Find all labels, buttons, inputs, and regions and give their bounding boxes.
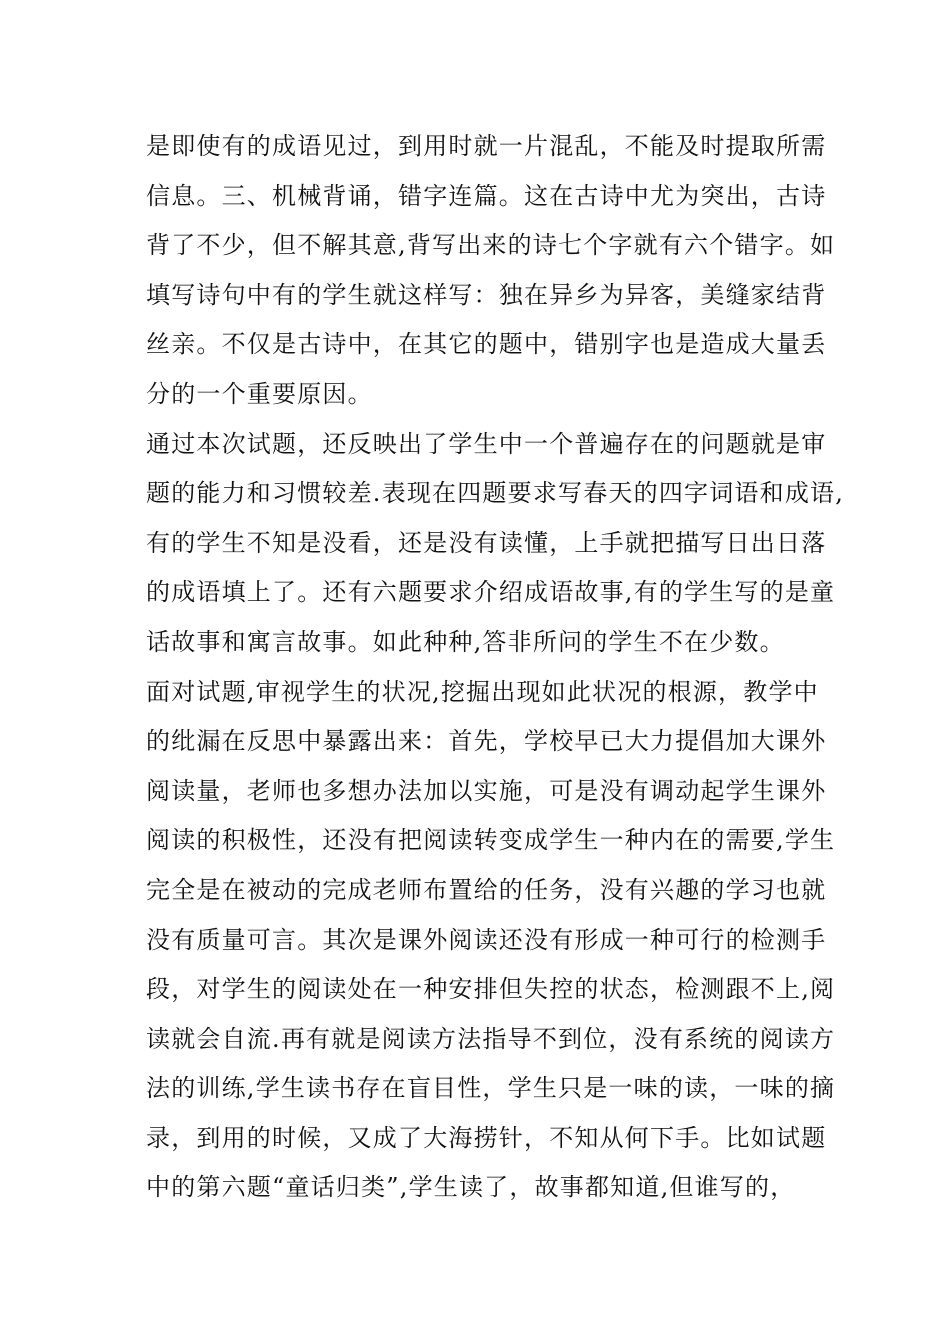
text-line: 录，到用的时候，又成了大海捞针，不知从何下手。比如试题 <box>146 1123 827 1152</box>
text-line: 分的一个重要原因。 <box>146 379 373 408</box>
text-line: 读就会自流.再有就是阅读方法指导不到位，没有系统的阅读方 <box>146 1024 836 1053</box>
text-line: 通过本次试题，还反映出了学生中一个普遍存在的问题就是审 <box>146 429 827 458</box>
body-text <box>146 127 845 1218</box>
text-line: 丝亲。不仅是古诗中，在其它的题中，错别字也是造成大量丢 <box>146 330 827 359</box>
text-line: 中的第六题“童话归类”,学生读了，故事都知道,但谁写的， <box>146 1173 796 1202</box>
text-line: 没有质量可言。其次是课外阅读还没有形成一种可行的检测手 <box>146 925 827 954</box>
text-line: 背了不少，但不解其意,背写出来的诗七个字就有六个错字。如 <box>146 231 836 260</box>
text-line: 的成语填上了。还有六题要求介绍成语故事,有的学生写的是童 <box>146 578 836 607</box>
text-line: 面对试题,审视学生的状况,挖掘出现如此状况的根源，教学中 <box>146 677 819 706</box>
text-line: 法的训练,学生读书存在盲目性，学生只是一味的读，一味的摘 <box>146 1074 836 1103</box>
text-line: 阅读量，老师也多想办法加以实施，可是没有调动起学生课外 <box>146 776 827 805</box>
text-line: 的纰漏在反思中暴露出来：首先，学校早已大力提倡加大课外 <box>146 727 827 756</box>
text-line: 完全是在被动的完成老师布置给的任务，没有兴趣的学习也就 <box>146 875 827 904</box>
text-line: 有的学生不知是没看，还是没有读懂，上手就把描写日出日落 <box>146 528 827 557</box>
text-line: 填写诗句中有的学生就这样写：独在异乡为异客，美缝家结背 <box>146 280 827 309</box>
text-line: 是即使有的成语见过，到用时就一片混乱，不能及时提取所需 <box>146 132 827 160</box>
text-line: 话故事和寓言故事。如此种种,答非所问的学生不在少数。 <box>146 627 785 656</box>
text-line: 题的能力和习惯较差.表现在四题要求写春天的四字词语和成语, <box>146 479 845 508</box>
text-line: 阅读的积极性，还没有把阅读转变成学生一种内在的需要,学生 <box>146 826 836 855</box>
text-line: 段，对学生的阅读处在一种安排但失控的状态，检测跟不上,阅 <box>146 975 836 1004</box>
text-line: 信息。三、机械背诵，错字连篇。这在古诗中尤为突出，古诗 <box>146 181 827 210</box>
